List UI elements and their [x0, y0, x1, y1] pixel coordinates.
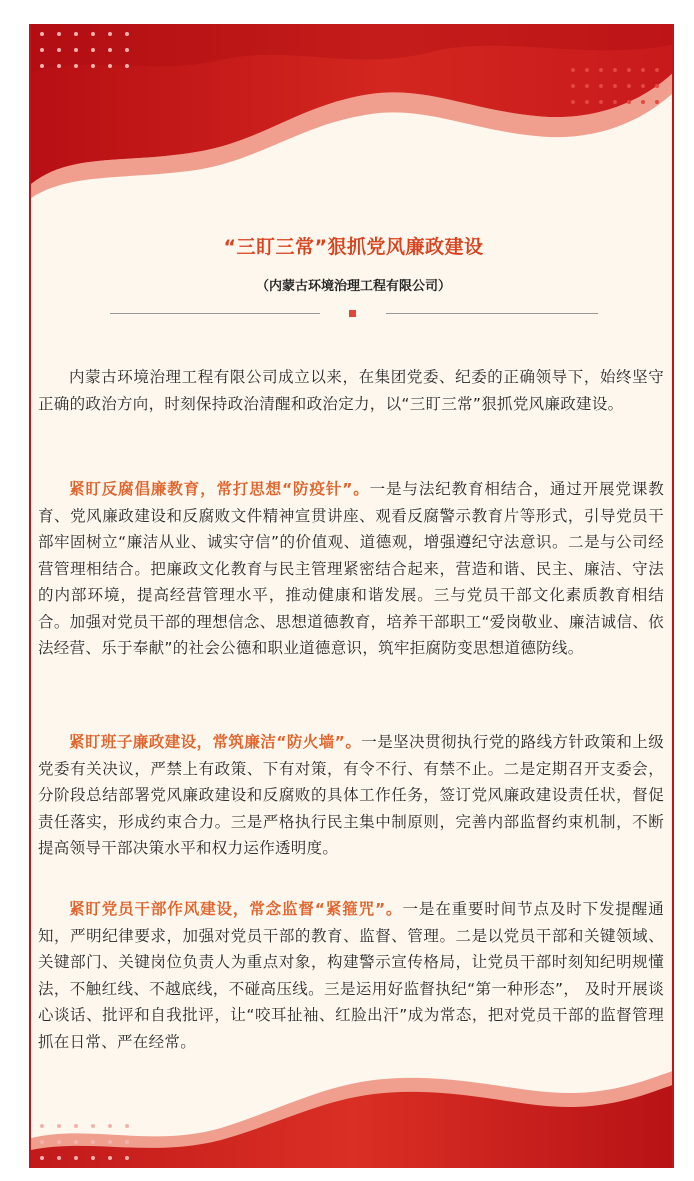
section-body: 一是坚决贯彻执行党的路线方针政策和上级党委有关决议，严禁上有政策、下有对策，有令不行、有禁不止。二是定期召开支委会，分阶段总结部署党风廉政建设和反腐败的具体工作任务，签订党风廉政建设责任状，督促责任落实，形成约束合力。三是严格执行民主集中制原则，完善内部监督约束机制，不断提高领导干部决策水平和权力运作透明度。 [38, 733, 665, 857]
dot-pattern-top-right [571, 68, 659, 104]
dot-pattern-top-left [40, 32, 129, 68]
divider-line-left [110, 313, 320, 314]
divider-line-right [386, 313, 598, 314]
divider-square-mark [349, 310, 356, 317]
article-card [29, 24, 674, 1168]
section-paragraph [38, 896, 664, 1055]
article-subtitle: （内蒙古环境治理工程有限公司） [255, 279, 451, 294]
section-paragraph [38, 476, 664, 662]
dot-pattern-bottom-left [40, 1124, 129, 1160]
section-paragraph [38, 729, 664, 862]
section-heading: 紧盯班子廉政建设，常筑廉洁“防火墙”。 [69, 733, 362, 751]
intro-paragraph [38, 364, 664, 417]
article-title: “三盯三常”狠抓党风廉政建设 [223, 236, 484, 258]
section-heading: 紧盯反腐倡廉教育，常打思想“防疫针”。 [69, 480, 370, 498]
section-body: 一是在重要时间节点及时下发提醒通知，严明纪律要求，加强对党员干部的教育、监督、管理。二是以党员干部和关键领域、关键部门、关键岗位负责人为重点对象，构建警示宣传格局，让党员干部时刻知纪明规懂法，不触红线、不越底线，不碰高压线。三是运用好监督执纪“第一种形态”， 及时开展谈心谈话、批评和自我批评，让“咬耳扯袖、红脸出汗”成为常态，把对党员干部的监督管理抓在日常、严在经常。 [38, 900, 664, 1051]
section-heading: 紧盯党员干部作风建设，常念监督“紧箍咒”。 [69, 900, 403, 918]
section-body: 一是与法纪教育相结合，通过开展党课教育、党风廉政建设和反腐败文件精神宣贯讲座、观看反腐警示教育片等形式，引导党员干部牢固树立“廉洁从业、诚实守信”的价值观、道德观，增强遵纪守法意识。二是与公司经营管理相结合。把廉政文化教育与民主管理紧密结合起来，营造和谐、民主、廉洁、守法的内部环境，提高经营管理水平，推动健康和谐发展。三与党员干部文化素质教育相结合。加强对党员干部的理想信念、思想道德教育，培养干部职工“爱岗敬业、廉洁诚信、依法经营、乐于奉献”的社会公德和职业道德意识，筑牢拒腐防变思想道德防线。 [38, 480, 664, 657]
intro-text: 内蒙古环境治理工程有限公司成立以来，在集团党委、纪委的正确领导下，始终坚守正确的政治方向，时刻保持政治清醒和政治定力，以“三盯三常”狠抓党风廉政建设。 [38, 368, 664, 413]
